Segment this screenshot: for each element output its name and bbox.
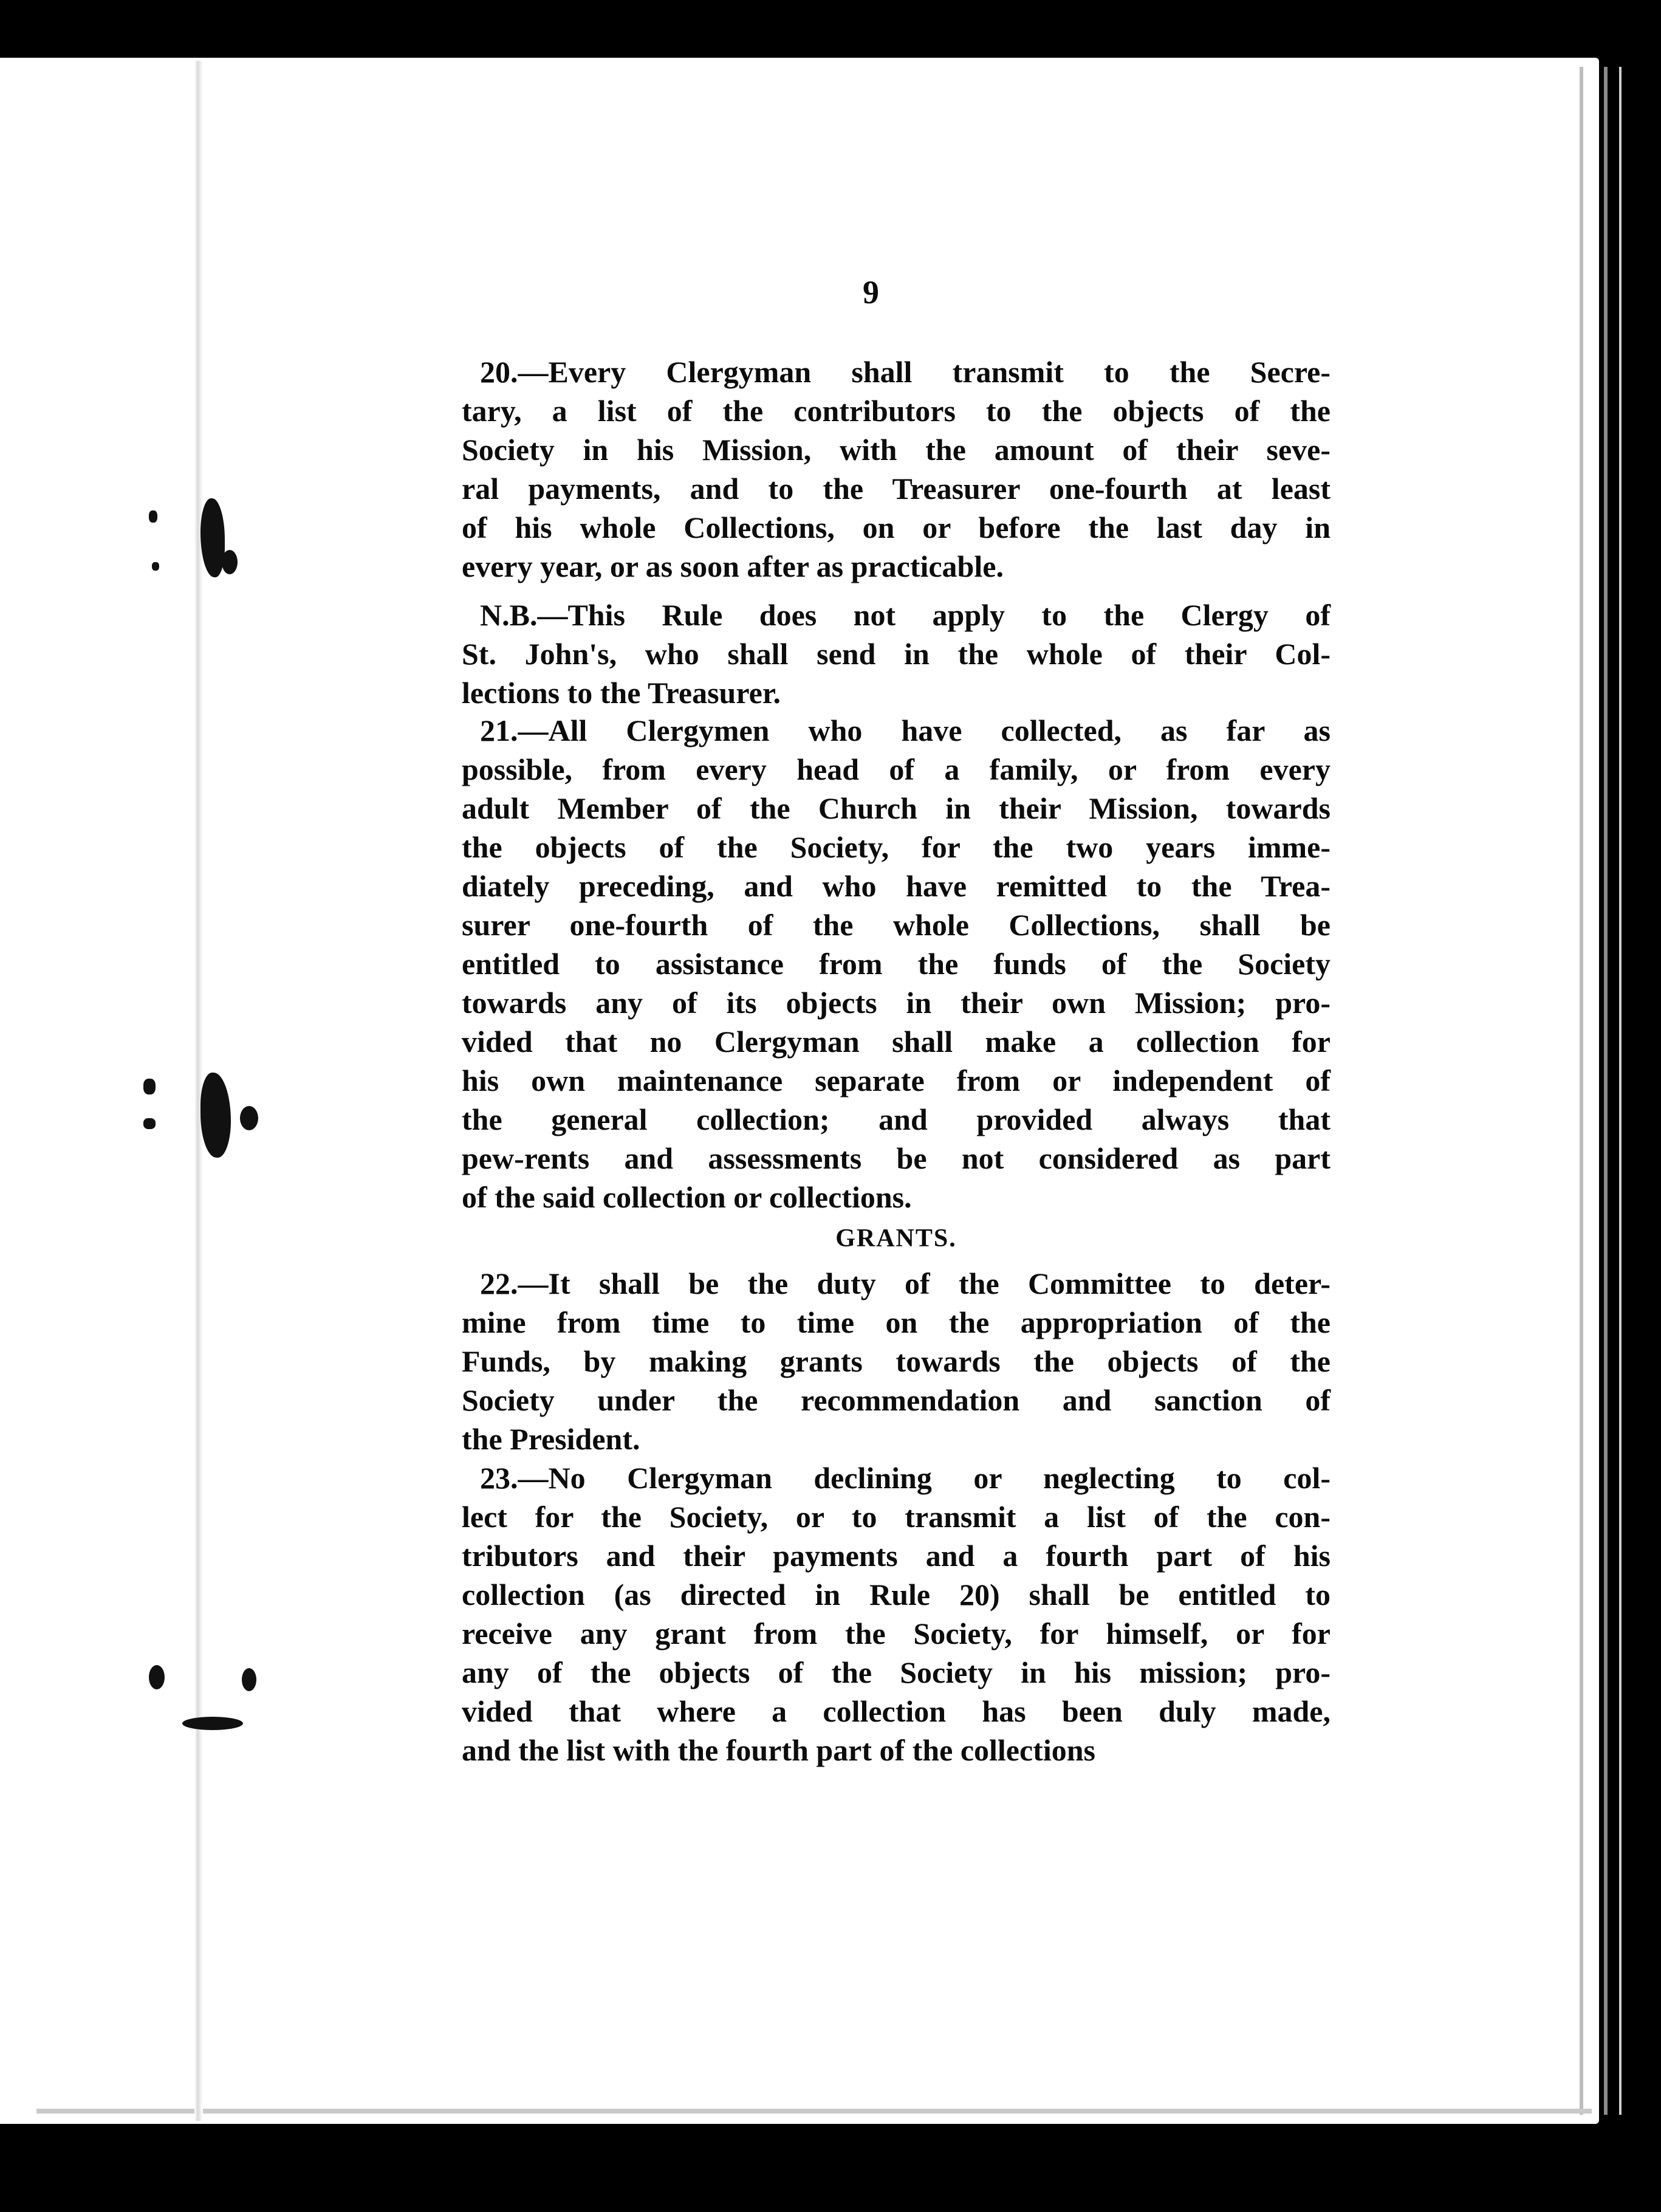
text-line: of his whole Collections, on or before the last day in [462,510,1331,544]
text-line: lections to the Treasurer. [462,676,781,710]
ink-blot [149,510,157,523]
ink-blot [143,1118,156,1129]
text-line: receive any grant from the Society, for himself, or for [462,1616,1331,1650]
text-line: vided that where a collection has been duly made, [462,1694,1331,1728]
text-line: ral payments, and to the Treasurer one-fourth at least [462,472,1331,506]
page-edge [1619,67,1622,2115]
page-edge [1580,67,1583,2115]
text-line: diately preceding, and who have remitted to the Trea- [462,869,1331,903]
text-line: towards any of its objects in their own Mission; pro- [462,986,1331,1020]
text-line: Society in his Mission, with the amount of their seve- [462,433,1331,467]
text-line: the objects of the Society, for the two years imme- [462,830,1331,864]
text-line: vided that no Clergyman shall make a collection for [462,1025,1331,1059]
text-line: 23.—No Clergyman declining or neglecting to col- [480,1461,1331,1495]
text-line: the general collection; and provided always that [462,1102,1331,1136]
section-heading-grants [462,1209,1331,1270]
text-line: lect for the Society, or to transmit a list of the con- [462,1500,1331,1534]
text-line: pew-rents and assessments be not considered as part [462,1141,1331,1175]
nb-note-paragraph [462,596,1331,712]
ink-blot [182,1717,243,1730]
text-line: entitled to assistance from the funds of the Society [462,947,1331,981]
ink-blot [149,1665,165,1689]
text-line: 21.—All Clergymen who have collected, as far as [480,713,1331,747]
text-line: adult Member of the Church in their Mission, towards [462,791,1331,825]
grants-heading: GRANTS. [835,1224,957,1252]
text-line: St. John's, who shall send in the whole of their Col- [462,637,1331,671]
text-line: the President. [462,1422,640,1456]
text-line: collection (as directed in Rule 20) shall be entitled to [462,1578,1331,1612]
text-line: 20.—Every Clergyman shall transmit to the Secre- [480,355,1331,389]
text-line: tributors and their payments and a fourth part of his [462,1539,1331,1573]
text-line: tary, a list of the contributors to the objects of the [462,394,1331,428]
text-line: and the list with the fourth part of the collections [462,1733,1095,1767]
text-line: Society under the recommendation and sanction of [462,1383,1331,1417]
ink-blot [143,1079,156,1094]
page-bottom-edge [36,2109,1592,2114]
rule-21-paragraph [462,711,1331,1217]
text-line: his own maintenance separate from or independent of [462,1063,1331,1097]
text-line: mine from time to time on the appropriation of the [462,1305,1331,1339]
page-number: 9 [863,274,879,311]
text-line: any of the objects of the Society in his mission; pro- [462,1655,1331,1689]
text-line: of the said collection or collections. [462,1180,912,1214]
ink-blot [152,562,159,571]
ink-blot [222,550,238,574]
text-line: every year, or as soon after as practicable. [462,549,1004,583]
text-line: surer one-fourth of the whole Collections, shall be [462,908,1331,942]
rule-22-paragraph [462,1264,1331,1458]
text-line: possible, from every head of a family, or from every [462,752,1331,786]
ink-blot [242,1668,256,1691]
page-edge [1604,67,1608,2115]
ink-blot [240,1106,258,1130]
rule-20-paragraph [462,352,1331,586]
text-line: N.B.—This Rule does not apply to the Clergy of [480,598,1331,632]
text-line: Funds, by making grants towards the objects of the [462,1344,1331,1378]
rule-23-paragraph [462,1458,1331,1770]
text-line: 22.—It shall be the duty of the Committee to deter- [480,1266,1331,1300]
